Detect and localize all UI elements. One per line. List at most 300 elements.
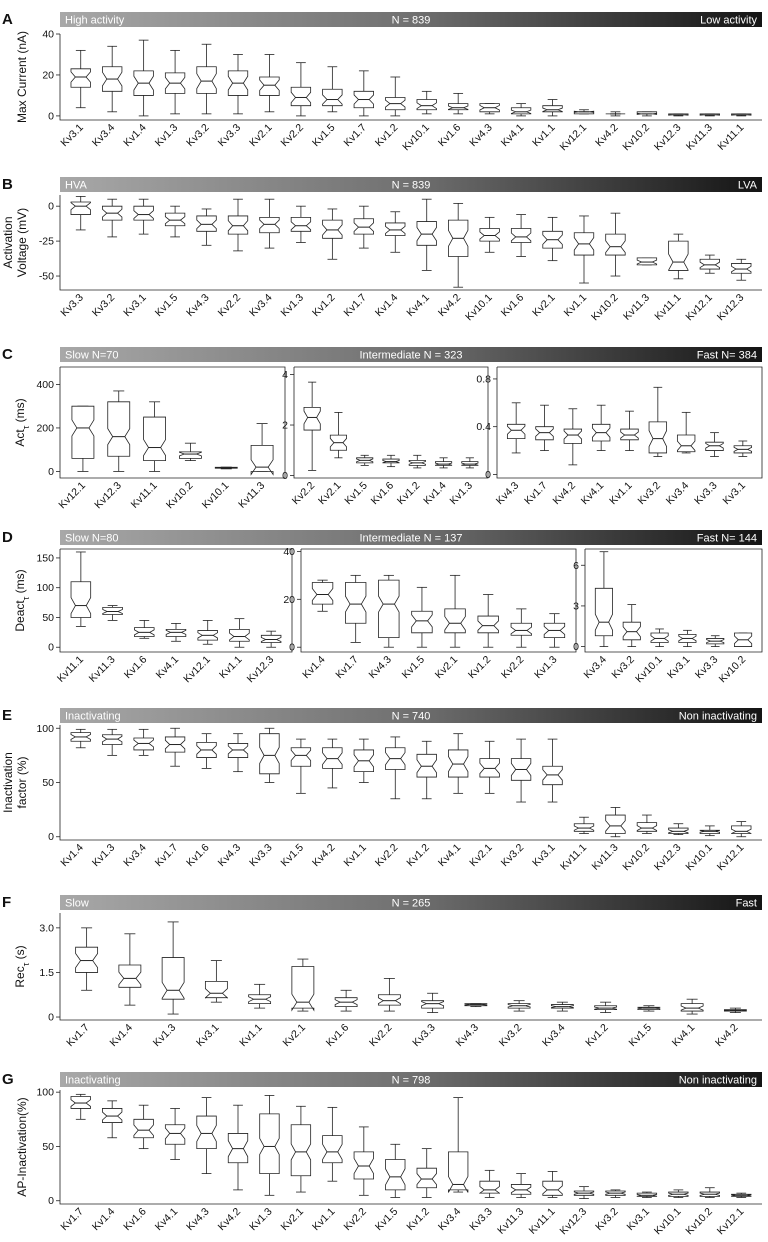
category-label: Kv4.1 (435, 841, 464, 870)
category-label: Kv3.2 (593, 1205, 621, 1234)
box-body (574, 824, 594, 832)
box-kv11-1 (652, 234, 688, 323)
box-kv1-7 (153, 728, 185, 869)
y-tick-label: 0.4 (476, 421, 491, 434)
category-label: Kv12.3 (651, 121, 684, 154)
category-label: Kv1.6 (121, 653, 150, 682)
box-kv10-2 (620, 112, 656, 153)
category-label: Kv2.2 (289, 479, 318, 508)
box-body (448, 104, 468, 110)
category-label: Kv1.6 (435, 121, 464, 150)
box-kv3-4 (436, 1098, 468, 1234)
category-label: Kv12.3 (714, 291, 747, 324)
category-label: Kv2.1 (278, 1205, 307, 1234)
banner-right-label: Non inactivating (678, 1074, 757, 1087)
category-label: Kv1.1 (341, 841, 369, 870)
box-body (417, 1168, 437, 1188)
category-label: Kv11.1 (54, 653, 86, 685)
subplot (36, 367, 285, 511)
box-kv1-7 (522, 405, 553, 507)
y-tick-label: 50 (42, 611, 54, 624)
category-label: Kv4.2 (713, 1021, 741, 1050)
box-body (706, 442, 724, 450)
banner-right-label: Low activity (700, 14, 757, 27)
box-body (700, 259, 720, 269)
box-body (102, 1108, 122, 1122)
category-label: Kv4.3 (184, 291, 212, 320)
box-body (383, 459, 399, 463)
y-tick-label: 6 (573, 559, 579, 572)
box-kv3-4 (664, 412, 695, 507)
category-label: Kv3.4 (247, 291, 275, 320)
panel-letter: D (2, 529, 13, 546)
category-label: Kv1.2 (372, 121, 401, 150)
banner-right-label: Non inactivating (678, 710, 757, 723)
category-label: Kv1.5 (372, 1205, 401, 1234)
box-kv10-1 (683, 826, 719, 873)
box-body (511, 229, 531, 243)
box-kv1-5 (400, 587, 433, 681)
category-label: Kv3.1 (624, 1205, 653, 1234)
box-kv4-3 (216, 734, 248, 869)
banner-left-label: Inactivating (65, 1074, 121, 1087)
category-label: Kv1.6 (184, 841, 212, 870)
category-label: Kv12.3 (557, 1205, 590, 1238)
category-label: Kv4.2 (593, 121, 621, 150)
category-label: Kv3.3 (467, 1205, 495, 1234)
category-label: Kv3.4 (581, 653, 610, 682)
box-kv3-3 (692, 433, 723, 507)
category-label: Kv1.7 (152, 841, 181, 870)
box-kv1-6 (122, 620, 154, 681)
banner-left-label: Inactivating (65, 710, 121, 723)
box-kv1-6 (499, 215, 531, 320)
category-label: Kv4.1 (578, 479, 607, 508)
box-body (435, 462, 451, 466)
panel-letter: E (2, 707, 13, 724)
box-kv3-1 (665, 630, 696, 681)
box-body (621, 429, 639, 440)
category-label: Kv3.2 (496, 1021, 525, 1050)
category-label: Kv4.1 (669, 1021, 698, 1050)
box-body (205, 981, 227, 997)
panel-letter: B (2, 176, 13, 193)
y-tick-label: 1.5 (39, 966, 54, 979)
category-label: Kv12.1 (181, 653, 213, 686)
box-body (417, 754, 437, 777)
category-label: Kv1.7 (58, 1205, 86, 1234)
y-tick-label: 0 (282, 469, 288, 482)
box-kv1-2 (583, 1002, 616, 1049)
category-label: Kv2.2 (278, 121, 307, 150)
category-label: Kv3.1 (58, 121, 86, 150)
box-body (564, 429, 582, 443)
category-label: Kv3.2 (635, 479, 663, 508)
category-label: Kv4.1 (153, 653, 182, 682)
box-body (197, 67, 217, 94)
box-kv2-2 (373, 737, 405, 869)
banner-center-label: N = 839 (391, 14, 431, 27)
box-kv3-2 (90, 199, 122, 319)
box-kv1-5 (373, 1144, 405, 1233)
category-label: Kv4.1 (498, 121, 527, 150)
box-kv10-2 (589, 213, 625, 323)
box-body (144, 417, 166, 461)
category-label: Kv1.4 (58, 841, 86, 870)
y-tick-label: 0.8 (476, 373, 491, 386)
box-body (543, 106, 563, 112)
category-label: Kv4.3 (184, 1205, 212, 1234)
y-tick-label: 0 (485, 468, 491, 481)
category-label: Kv11.3 (620, 291, 653, 323)
category-label: Kv3.3 (247, 841, 275, 870)
box-kv3-1 (121, 199, 153, 319)
box-body (606, 234, 626, 255)
box-kv3-2 (184, 44, 216, 149)
category-label: Kv4.3 (453, 1021, 481, 1050)
category-label: Kv1.2 (404, 1205, 432, 1234)
y-axis-label: Max Current (nA) (15, 30, 29, 124)
banner-center-label: N = 798 (391, 1074, 431, 1087)
box-kv3-4 (540, 1002, 573, 1049)
box-kv10-2 (683, 1188, 719, 1238)
y-tick-label: -50 (38, 270, 54, 283)
box-kv4-1 (153, 1108, 185, 1233)
category-label: Kv3.4 (540, 1021, 568, 1050)
category-label: Kv4.2 (435, 291, 464, 320)
box-kv1-2 (404, 1149, 436, 1233)
subplot (36, 549, 292, 685)
category-label: Kv3.2 (184, 121, 212, 150)
box-body (700, 830, 720, 833)
box-body (462, 462, 478, 466)
box-body (354, 219, 374, 234)
category-label: Kv1.7 (333, 653, 361, 682)
box-kv1-2 (373, 77, 405, 149)
category-label: Kv1.1 (237, 1021, 265, 1050)
box-kv2-1 (530, 217, 562, 319)
axis-frame (60, 367, 285, 478)
panel-letter: G (2, 1071, 14, 1088)
box-kv3-3 (247, 728, 279, 869)
category-label: Kv12.1 (557, 121, 590, 154)
box-body (134, 1119, 154, 1137)
box-body (354, 1152, 374, 1179)
category-label: Kv1.6 (323, 1021, 352, 1050)
box-body (507, 424, 525, 438)
box-kv3-1 (530, 739, 562, 869)
category-label: Kv4.2 (310, 841, 338, 870)
box-body (260, 217, 280, 232)
box-kv1-1 (217, 619, 249, 681)
box-body (323, 89, 343, 105)
box-kv12-1 (715, 1193, 751, 1237)
category-label: Kv11.3 (495, 1205, 527, 1237)
box-kv1-1 (310, 1107, 342, 1233)
box-kv12-3 (92, 391, 129, 511)
box-kv12-3 (558, 1187, 594, 1238)
box-kv1-2 (310, 209, 342, 319)
box-body (260, 77, 280, 95)
category-label: Kv1.3 (247, 1205, 275, 1234)
box-body (649, 422, 667, 453)
category-label: Kv4.2 (550, 479, 578, 508)
category-label: Kv12.1 (714, 841, 747, 874)
box-body (323, 1136, 343, 1163)
box-body (378, 995, 400, 1005)
category-label: Kv10.2 (588, 291, 621, 324)
box-body (543, 766, 563, 784)
box-kv3-4 (90, 46, 122, 149)
category-label: Kv3.2 (498, 841, 527, 870)
box-body (72, 406, 94, 458)
category-label: Kv1.5 (342, 479, 370, 508)
box-kv1-7 (341, 206, 373, 319)
category-label: Kv3.2 (89, 291, 118, 320)
category-label: Kv1.2 (394, 479, 423, 508)
category-label: Kv11.3 (236, 479, 268, 511)
y-tick-label: 3 (573, 600, 579, 613)
box-kv4-1 (436, 734, 468, 869)
y-tick-label: 400 (36, 378, 54, 391)
box-body (445, 609, 466, 633)
banner-center-label: N = 265 (391, 897, 431, 910)
box-body (412, 611, 433, 633)
box-body (165, 1125, 185, 1145)
box-kv3-4 (247, 199, 279, 319)
box-body (162, 958, 184, 1000)
category-label: Kv11.3 (589, 841, 621, 873)
box-body (478, 616, 499, 633)
category-label: Kv4.3 (467, 121, 495, 150)
box-body (386, 1159, 406, 1189)
category-label: Kv3.4 (663, 479, 692, 508)
panel-letter: F (2, 894, 12, 911)
category-label: Kv3.3 (215, 121, 244, 150)
box-kv10-1 (652, 1190, 688, 1237)
category-label: Kv3.1 (194, 1021, 222, 1050)
category-label: Kv2.2 (498, 653, 527, 682)
box-kv1-3 (153, 50, 185, 149)
box-kv4-2 (550, 409, 581, 507)
category-label: Kv1.6 (368, 479, 397, 508)
y-tick-label: 0 (48, 831, 54, 844)
y-tick-label: 40 (283, 545, 295, 558)
category-label: Kv1.5 (399, 653, 428, 682)
category-label: Kv1.3 (532, 653, 560, 682)
box-kv1-4 (108, 934, 141, 1049)
box-body (134, 738, 154, 750)
box-kv10-2 (717, 633, 752, 685)
category-label: Kv1.2 (465, 653, 494, 682)
box-kv12-1 (181, 620, 217, 685)
banner-right-label: Fast N= 384 (696, 349, 757, 362)
box-body (511, 1184, 531, 1194)
box-kv2-2 (367, 978, 400, 1049)
box-body (480, 759, 500, 777)
box-kv1-6 (121, 1105, 153, 1233)
y-tick-label: 0 (289, 641, 295, 654)
box-body (166, 629, 186, 636)
box-kv12-3 (245, 631, 281, 685)
category-label: Kv2.1 (280, 1021, 308, 1050)
box-kv1-3 (151, 922, 184, 1049)
box-kv11-3 (87, 606, 123, 685)
category-label: Kv1.1 (607, 479, 635, 508)
box-kv3-2 (593, 1190, 625, 1233)
category-label: Kv11.1 (715, 121, 747, 153)
box-kv1-3 (247, 1095, 279, 1233)
banner-center-label: Intermediate N = 137 (359, 532, 463, 545)
category-label: Kv4.3 (366, 653, 394, 682)
box-kv1-6 (436, 93, 468, 149)
box-kv4-1 (579, 405, 610, 507)
panel-letter: C (2, 346, 13, 363)
box-body (108, 402, 130, 456)
box-kv11-3 (495, 1174, 531, 1237)
box-body (732, 826, 752, 834)
box-kv3-1 (58, 50, 90, 149)
box-kv2-2 (341, 1127, 373, 1233)
y-tick-label: 0 (573, 641, 579, 654)
category-label: Kv10.2 (620, 841, 653, 874)
box-body (228, 743, 248, 757)
category-label: Kv1.3 (278, 291, 307, 320)
box-kv1-1 (237, 984, 270, 1049)
category-label: Kv1.7 (341, 121, 369, 150)
category-label: Kv12.3 (244, 653, 277, 686)
banner-left-label: HVA (65, 179, 87, 192)
category-label: Kv4.1 (152, 1205, 181, 1234)
box-kv12-1 (715, 822, 751, 874)
y-axis-label-line1: Inactivation (1, 752, 15, 813)
box-body (677, 435, 695, 452)
y-tick-label: 0 (48, 200, 54, 213)
y-axis-label: Rec$_\tau$ (s) (13, 945, 31, 988)
category-label: Kv11.1 (128, 479, 160, 511)
category-label: Kv10.2 (163, 479, 196, 512)
category-label: Kv2.2 (367, 1021, 395, 1050)
banner-left-label: High activity (65, 14, 125, 27)
box-kv4-2 (310, 739, 342, 869)
y-tick-label: 2 (282, 419, 288, 432)
box-kv2-1 (433, 575, 466, 681)
category-label: Kv2.2 (372, 841, 401, 870)
category-label: Kv12.3 (92, 479, 124, 512)
y-tick-label: 100 (36, 582, 54, 595)
y-tick-label: 100 (36, 722, 54, 735)
category-label: Kv1.5 (278, 841, 307, 870)
category-label: Kv3.4 (121, 841, 149, 870)
panel-f (2, 894, 762, 1049)
category-label: Kv3.1 (665, 653, 693, 682)
panel-e (1, 707, 762, 873)
subplot (573, 549, 762, 685)
box-kv2-1 (467, 741, 499, 869)
box-kv1-3 (532, 614, 565, 681)
y-tick-label: -25 (38, 235, 54, 248)
y-tick-label: 200 (36, 422, 54, 435)
box-body (230, 629, 250, 641)
box-kv1-5 (153, 206, 185, 319)
category-label: Kv2.1 (530, 291, 558, 320)
box-body (71, 69, 91, 87)
y-tick-label: 50 (42, 777, 54, 789)
box-body (76, 947, 98, 972)
box-body (71, 582, 91, 618)
box-kv1-1 (562, 216, 594, 319)
category-label: Kv2.1 (432, 653, 461, 682)
y-axis-label: Act$_\tau$ (ms) (13, 398, 31, 447)
category-label: Kv3.2 (609, 653, 637, 682)
category-label: Kv2.1 (467, 841, 495, 870)
y-axis-label: AP-Inactivation(%) (15, 1097, 29, 1197)
box-kv1-1 (530, 100, 562, 150)
box-kv1-7 (341, 71, 373, 149)
category-label: Kv1.7 (341, 291, 369, 320)
box-kv11-1 (129, 402, 166, 511)
box-kv11-3 (236, 424, 273, 511)
box-kv1-6 (184, 734, 216, 869)
y-tick-label: 0 (48, 1011, 54, 1024)
box-body (637, 1193, 657, 1196)
box-body (291, 1125, 311, 1176)
category-label: Kv1.1 (310, 1205, 338, 1234)
box-body (417, 100, 437, 110)
category-label: Kv1.2 (404, 841, 432, 870)
box-kv4-3 (454, 1004, 487, 1049)
box-body (71, 1097, 91, 1109)
category-label: Kv1.2 (583, 1021, 611, 1050)
box-body (261, 635, 281, 642)
box-body (134, 206, 154, 220)
y-tick-label: 4 (282, 369, 288, 382)
box-body (386, 223, 406, 236)
category-label: Kv10.1 (633, 653, 665, 686)
box-kv4-3 (467, 104, 499, 149)
box-body (251, 445, 273, 474)
banner-right-label: Fast N= 144 (696, 532, 757, 545)
y-tick-label: 40 (42, 28, 54, 41)
box-kv10-2 (164, 443, 201, 511)
box-kv2-2 (216, 199, 248, 319)
category-label: Kv11.1 (558, 841, 590, 873)
category-label: Kv3.4 (435, 1205, 464, 1234)
category-label: Kv1.4 (107, 1021, 135, 1050)
category-label: Kv3.1 (121, 291, 149, 320)
box-kv2-1 (281, 959, 314, 1049)
box-body (606, 815, 626, 833)
panel-g (2, 1071, 762, 1237)
category-label: Kv1.4 (372, 291, 401, 320)
category-label: Kv10.2 (620, 121, 653, 154)
category-label: Kv10.1 (651, 1205, 684, 1238)
y-tick-label: 0 (48, 1195, 54, 1208)
y-axis-label: Deact$_\tau$ (ms) (13, 569, 31, 632)
category-label: Kv1.4 (89, 1205, 118, 1234)
category-label: Kv12.1 (714, 1205, 747, 1238)
y-tick-label: 3.0 (39, 922, 54, 935)
box-kv1-7 (58, 1094, 90, 1233)
box-body (480, 229, 500, 242)
box-body (669, 828, 689, 833)
y-tick-label: 20 (42, 69, 54, 82)
category-label: Kv3.4 (89, 121, 118, 150)
box-kv3-4 (121, 729, 153, 869)
category-label: Kv1.5 (310, 121, 338, 150)
banner-right-label: LVA (737, 179, 757, 192)
box-kv10-1 (400, 91, 436, 153)
